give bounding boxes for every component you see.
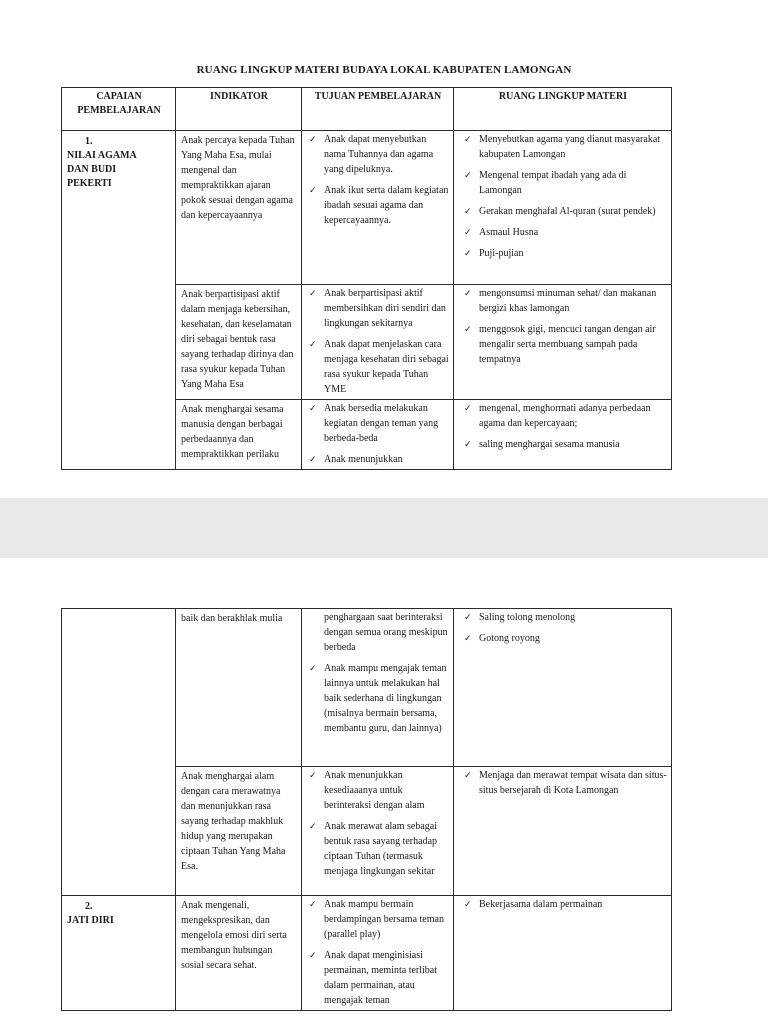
checkmark-icon: ✓ xyxy=(309,288,317,298)
checkmark-icon: ✓ xyxy=(309,339,317,349)
indikator-cell: Anak berpartisipasi aktif dalam menjaga kebersihan, kesehatan, dan keselamatan diri sebagai bentuk rasa sayang terhadap dirinya dan rasa syukur kepada Tuhan Yang Maha Esa xyxy=(176,285,302,400)
list-item: ✓ Anak ikut serta dalam kegiatan ibadah sesuai agama dan kepercayaannya. xyxy=(309,185,449,226)
section-number: 1. xyxy=(85,136,93,147)
list-item: ✓ Anak mampu mengajak teman lainnya untuk melakukan hal baik sederhana di lingkungan (misalnya bermain bersama, membantu guru, dan lainnya) xyxy=(309,663,447,734)
checkmark-icon: ✓ xyxy=(309,403,317,413)
curriculum-table-part-1 xyxy=(61,87,672,470)
indikator-cell: Anak menghargai sesama manusia dengan berbagai perbedaannya dan mempraktikkan perilaku xyxy=(176,400,302,470)
checkmark-icon: ✓ xyxy=(309,185,317,195)
header-tujuan: TUJUAN PEMBELAJARAN xyxy=(302,88,454,131)
checkmark-icon: ✓ xyxy=(309,899,317,909)
list-item: ✓ Anak menunjukkan xyxy=(309,454,403,465)
checkmark-icon: ✓ xyxy=(309,134,317,144)
tujuan-cell xyxy=(302,609,454,767)
checkmark-icon: ✓ xyxy=(309,950,317,960)
checkmark-icon: ✓ xyxy=(309,821,317,831)
list-item: ✓ Anak dapat menjelaskan cara menjaga kesehatan diri sebagai rasa syukur kepada Tuhan YME xyxy=(309,339,449,395)
list-item: ✓ saling menghargai sesama manusia xyxy=(464,439,620,450)
list-item: ✓ menggosok gigi, mencuci tangan dengan air mengalir serta membuang sampah pada tempatnya xyxy=(464,324,656,365)
tujuan-continuation: penghargaan saat berinteraksi dengan semua orang meskipun berbeda xyxy=(324,612,448,653)
table-row xyxy=(62,131,672,285)
document-title: RUANG LINGKUP MATERI BUDAYA LOKAL KABUPATEN LAMONGAN xyxy=(196,64,572,76)
list-item: ✓ Anak dapat menginisiasi permainan, meminta terlibat dalam permainan, atau mengajak teman xyxy=(309,950,438,1006)
tujuan-cell xyxy=(302,285,454,400)
list-item: ✓ Menyebutkan agama yang dianut masyarakat kabupaten Lamongan xyxy=(464,134,661,160)
list-item: ✓ Menjaga dan merawat tempat wisata dan situs-situs bersejarah di Kota Lamongan xyxy=(464,770,667,796)
table-row xyxy=(62,896,672,1011)
list-item: ✓ Anak menunjukkan kesediaaanya untuk berinteraksi dengan alam xyxy=(309,770,425,811)
list-item: ✓ Anak dapat menyebutkan nama Tuhannya dan agama yang dipeluknya. xyxy=(309,134,434,175)
checkmark-icon: ✓ xyxy=(464,403,472,413)
checkmark-icon: ✓ xyxy=(464,633,472,643)
section-name: NILAI AGAMA DAN BUDI PEKERTI xyxy=(67,150,137,189)
indikator-cell: baik dan berakhlak mulia xyxy=(176,609,302,767)
table-header-row xyxy=(62,88,672,131)
document-page-1 xyxy=(0,0,768,498)
capaian-cell-1 xyxy=(62,131,176,470)
curriculum-table-part-2 xyxy=(61,608,672,1011)
materi-cell xyxy=(454,131,672,285)
list-item: ✓ Anak bersedia melakukan kegiatan dengan teman yang berbeda-beda xyxy=(309,403,439,444)
header-capaian: CAPAIAN PEMBELAJARAN xyxy=(62,88,176,131)
header-materi: RUANG LINGKUP MATERI xyxy=(454,88,672,131)
list-item: ✓ Mengenal tempat ibadah yang ada di Lamongan xyxy=(464,170,627,196)
checkmark-icon: ✓ xyxy=(464,612,472,622)
checkmark-icon: ✓ xyxy=(464,899,472,909)
checkmark-icon: ✓ xyxy=(464,134,472,144)
list-item: ✓ Anak mampu bermain berdampingan bersama teman (parallel play) xyxy=(309,899,444,940)
list-item: ✓ mengonsumsi minuman sehat/ dan makanan bergizi khas lamongan xyxy=(464,288,657,314)
indikator-cell: Anak menghargai alam dengan cara merawatnya dan menunjukkan rasa sayang terhadap makhluk hidup yang merupakan ciptaan Tuhan Yang Maha Esa. xyxy=(176,767,302,896)
list-item: ✓ Asmaul Husna xyxy=(464,227,539,238)
indikator-cell: Anak mengenali, mengekspresikan, dan mengelola emosi diri serta membangun hubungan sosial secara sehat. xyxy=(176,896,302,1011)
header-indikator: INDIKATOR xyxy=(176,88,302,131)
section-name: JATI DIRI xyxy=(67,915,114,926)
checkmark-icon: ✓ xyxy=(464,248,472,258)
materi-cell xyxy=(454,609,672,767)
list-item: ✓ Puji-pujian xyxy=(464,248,524,259)
list-item: ✓ mengenal, menghormati adanya perbedaan agama dan kepercayaan; xyxy=(464,403,651,429)
checkmark-icon: ✓ xyxy=(464,170,472,180)
checkmark-icon: ✓ xyxy=(464,770,472,780)
checkmark-icon: ✓ xyxy=(464,324,472,334)
materi-cell xyxy=(454,285,672,400)
indikator-cell: Anak percaya kepada Tuhan Yang Maha Esa, mulai mengenal dan mempraktikkan ajaran pokok sesuai dengan agama dan kepercayaannya xyxy=(176,131,302,285)
checkmark-icon: ✓ xyxy=(464,439,472,449)
list-item: ✓ Anak merawat alam sebagai bentuk rasa sayang terhadap ciptaan Tuhan (termasuk menjaga lingkungan sekitar xyxy=(309,821,438,877)
capaian-cell-2 xyxy=(62,896,176,1011)
materi-cell xyxy=(454,896,672,1011)
materi-cell xyxy=(454,400,672,470)
tujuan-cell xyxy=(302,400,454,470)
checkmark-icon: ✓ xyxy=(309,770,317,780)
checkmark-icon: ✓ xyxy=(464,227,472,237)
list-item: ✓ Anak berpartisipasi aktif membersihkan diri sendiri dan lingkungan sekitarnya xyxy=(309,288,446,329)
tujuan-cell xyxy=(302,767,454,896)
tujuan-cell xyxy=(302,896,454,1011)
section-number: 2. xyxy=(85,901,93,912)
checkmark-icon: ✓ xyxy=(309,663,317,673)
capaian-cell-continued xyxy=(62,609,176,896)
checkmark-icon: ✓ xyxy=(309,454,317,464)
list-item: ✓ Saling tolong menolong xyxy=(464,612,576,623)
materi-cell xyxy=(454,767,672,896)
tujuan-cell xyxy=(302,131,454,285)
list-item: ✓ Bekerjasama dalam permainan xyxy=(464,899,603,910)
checkmark-icon: ✓ xyxy=(464,206,472,216)
table-row xyxy=(62,609,672,767)
checkmark-icon: ✓ xyxy=(464,288,472,298)
list-item: ✓ Gerakan menghafal Al-quran (surat pendek) xyxy=(464,206,656,217)
list-item: ✓ Gotong royong xyxy=(464,633,540,644)
